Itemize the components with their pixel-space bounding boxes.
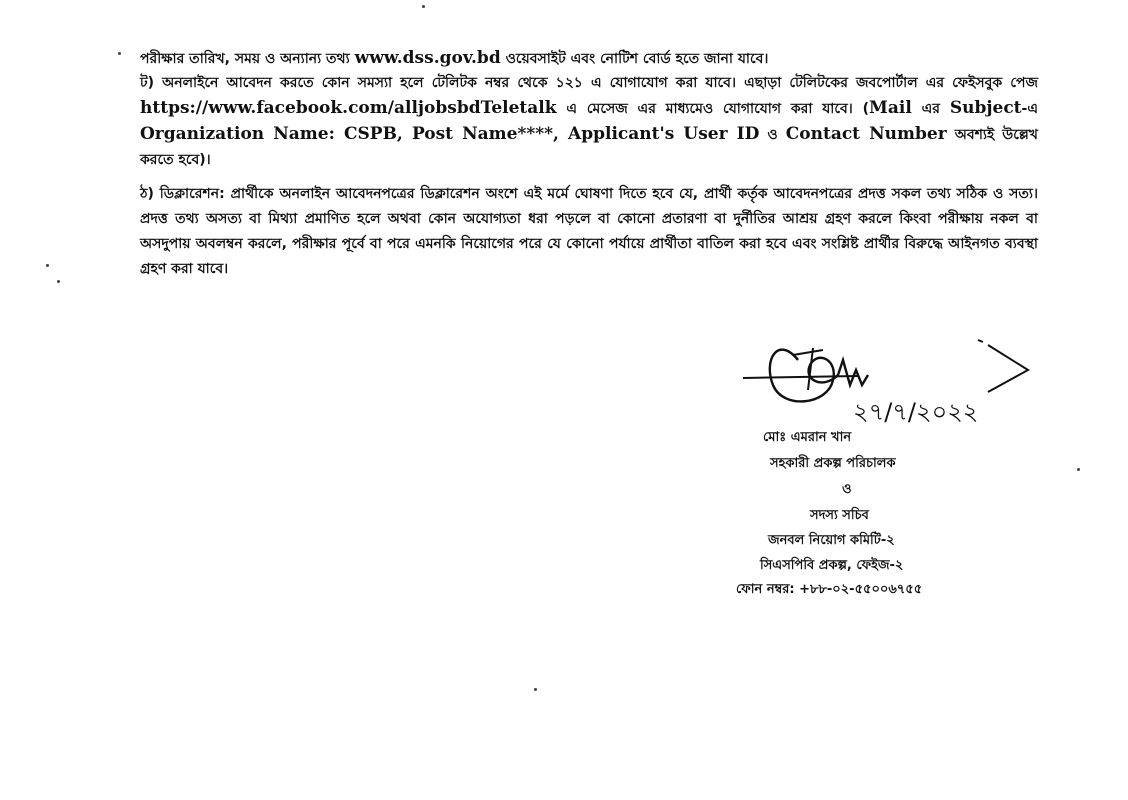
officer-title: সহকারী প্রকল্প পরিচালক: [770, 456, 896, 471]
item-ta-text-e: ও: [759, 127, 786, 143]
item-ta-text-a: ট) অনলাইনে আবেদন করতে কোন সমস্যা হলে টেলিটক নম্বর থেকে ১২১ এ যোগাযোগ করা যাবে। এছাড়া টেলিটকের জবপোর্টাল এর ফেইসবুক পেজ: [140, 75, 1038, 91]
conjunction: ও: [842, 482, 852, 497]
committee-name: জনবল নিয়োগ কমিটি-২: [768, 533, 895, 548]
exam-info-line: [140, 46, 1038, 72]
project-name: সিএসপিবি প্রকল্প, ফেইজ-২: [760, 558, 904, 573]
item-ta-helpline: [140, 71, 1038, 173]
member-secretary: সদস্য সচিব: [810, 508, 869, 523]
facebook-page-url: https://www.facebook.com/alljobsbdTeletalk: [140, 98, 557, 118]
item-ta-text-f: অবশ্যই উল্লেখ করতে হবে)।: [140, 127, 1038, 168]
dss-website-url: www.dss.gov.bd: [354, 48, 501, 68]
exam-info-text: পরীক্ষার তারিখ, সময় ও অন্যান্য তথ্য: [140, 51, 355, 67]
contact-number-word: Contact Number: [785, 124, 947, 144]
scan-speck: [1077, 468, 1080, 471]
scan-speck: [46, 264, 49, 267]
officer-name: মোঃ এমরান খান: [763, 430, 852, 445]
item-ta-text-b: এ মেসেজ এর মাধ্যমেও যোগাযোগ করা যাবে। (: [556, 101, 870, 117]
subject-word: Subject: [949, 98, 1022, 118]
mail-word: Mail: [869, 98, 912, 118]
exam-info-tail: ওয়েবসাইট এবং নোটিশ বোর্ড হতে জানা যাবে।: [500, 51, 769, 67]
scan-speck: [534, 688, 537, 691]
scan-speck: [422, 5, 425, 8]
scan-speck: [57, 280, 60, 283]
handwritten-signature: [738, 330, 1048, 430]
organization-details: Organization Name: CSPB, Post Name****, Applicant's User ID: [140, 124, 760, 144]
scan-speck: [118, 52, 121, 55]
item-ta-text-d: -এ: [1021, 101, 1038, 117]
item-tha-declaration: ঠ) ডিক্লারেশন: প্রার্থীকে অনলাইন আবেদনপত্রের ডিক্লারেশন অংশে এই মর্মে ঘোষণা দিতে হবে যে, প্রার্থী কর্তৃক আবেদনপত্রের প্রদত্ত সকল তথ্য সঠিক ও সত্য। প্রদত্ত তথ্য অসত্য বা মিথ্যা প্রমাণিত হলে অথবা কোন অযোগ্যতা ধরা পড়লে বা কোনো প্রতারণা বা দুর্নীতির আশ্রয় গ্রহণ করলে কিংবা পরীক্ষায় নকল বা অসদুপায় অবলম্বন করলে, পরীক্ষার পূর্বে বা পরে এমনকি নিয়োগের পরে যে কোনো পর্যায়ে প্রার্থীতা বাতিল করা হবে এবং সংশ্লিষ্ট প্রার্থীর বিরুদ্ধে আইনগত ব্যবস্থা গ্রহণ করা যাবে।: [140, 186, 1038, 277]
handwritten-date: ২৭/৭/২০২২: [853, 398, 979, 426]
signature-block: [700, 330, 1060, 610]
item-ta-text-c: এর: [911, 101, 950, 117]
phone-number: ফোন নম্বর: +৮৮-০২-৫৫০০৬৭৫৫: [736, 582, 923, 597]
